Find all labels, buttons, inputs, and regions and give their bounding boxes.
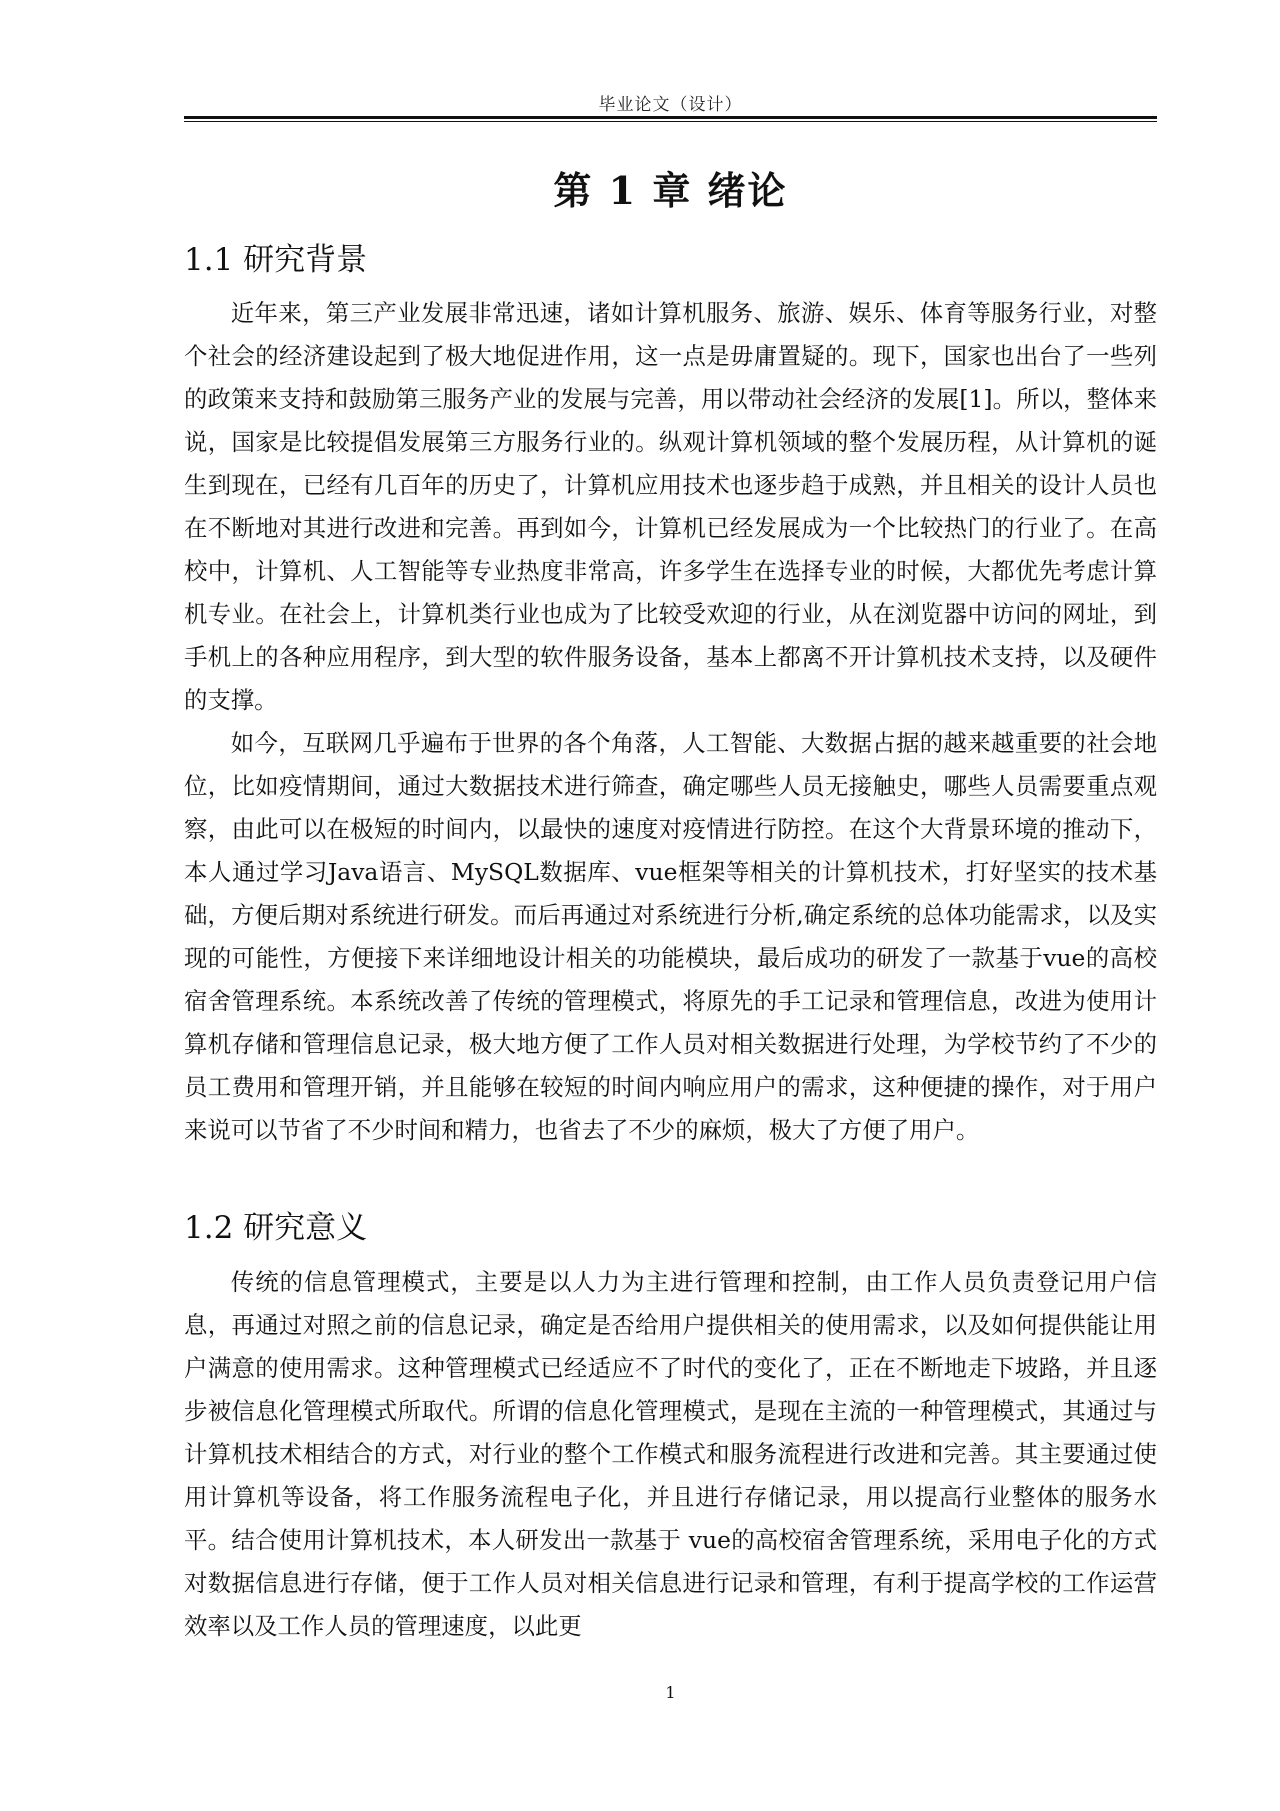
- chapter-title: 第 1 章 绪论: [553, 168, 788, 213]
- section-title-background: 1.1 研究背景: [184, 242, 368, 278]
- page-number: 1: [665, 1683, 676, 1702]
- running-header: 毕业论文（设计）: [598, 95, 743, 115]
- header-rule-secondary: [184, 121, 1157, 122]
- paragraph-significance-1: 传统的信息管理模式，主要是以人力为主进行管理和控制，由工作人员负责登记用户信息，再通过对照之前的信息记录，确定是否给用户提供相关的使用需求，以及如何提供能让用户满意的使用需求。这种管理模式已经适应不了时代的变化了，正在不断地走下坡路，并且逐步被信息化管理模式所取代。所谓的信息化管理模式，是现在主流的一种管理模式，其通过与计算机技术相结合的方式，对行业的整个工作模式和服务流程进行改进和完善。其主要通过使用计算机等设备，将工作服务流程电子化，并且进行存储记录，用以提高行业整体的服务水平。结合使用计算机技术，本人研发出一款基于 vue的高校宿舍管理系统，采用电子化的方式对数据信息进行存储，便于工作人员对相关信息进行记录和管理，有利于提高学校的工作运营效率以及工作人员的管理速度，以此更: [184, 1268, 1157, 1640]
- section-title-significance: 1.2 研究意义: [184, 1210, 368, 1246]
- paragraph-background-1: 近年来，第三产业发展非常迅速，诸如计算机服务、旅游、娱乐、体育等服务行业，对整个社会的经济建设起到了极大地促进作用，这一点是毋庸置疑的。现下，国家也出台了一些列的政策来支持和鼓励第三服务产业的发展与完善，用以带动社会经济的发展[1]。所以，整体来说，国家是比较提倡发展第三方服务行业的。纵观计算机领域的整个发展历程，从计算机的诞生到现在，已经有几百年的历史了，计算机应用技术也逐步趋于成熟，并且相关的设计人员也在不断地对其进行改进和完善。再到如今，计算机已经发展成为一个比较热门的行业了。在高校中，计算机、人工智能等专业热度非常高，许多学生在选择专业的时候，大都优先考虑计算机专业。在社会上，计算机类行业也成为了比较受欢迎的行业，从在浏览器中访问的网址，到手机上的各种应用程序，到大型的软件服务设备，基本上都离不开计算机技术支持，以及硬件的支撑。: [184, 299, 1157, 714]
- header-rule: [184, 116, 1157, 119]
- paragraph-background-2: 如今，互联网几乎遍布于世界的各个角落，人工智能、大数据占据的越来越重要的社会地位，比如疫情期间，通过大数据技术进行筛查，确定哪些人员无接触史，哪些人员需要重点观察，由此可以在极短的时间内，以最快的速度对疫情进行防控。在这个大背景环境的推动下，本人通过学习Java语言、MySQL数据库、vue框架等相关的计算机技术，打好坚实的技术基础，方便后期对系统进行研发。而后再通过对系统进行分析,确定系统的总体功能需求，以及实现的可能性，方便接下来详细地设计相关的功能模块，最后成功的研发了一款基于vue的高校宿舍管理系统。本系统改善了传统的管理模式，将原先的手工记录和管理信息，改进为使用计算机存储和管理信息记录，极大地方便了工作人员对相关数据进行处理，为学校节约了不少的员工费用和管理开销，并且能够在较短的时间内响应用户的需求，这种便捷的操作，对于用户来说可以节省了不少时间和精力，也省去了不少的麻烦，极大了方便了用户。: [184, 729, 1157, 1144]
